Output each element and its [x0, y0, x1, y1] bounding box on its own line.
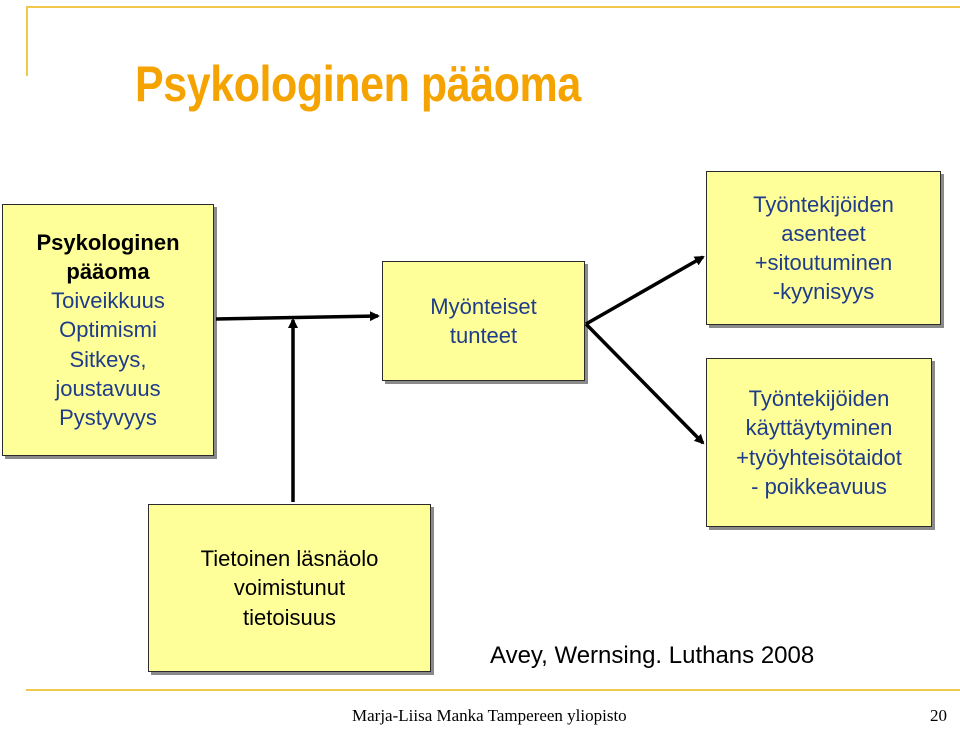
attitudes-line: Työntekijöiden: [753, 191, 894, 217]
behavior-line: käyttäytyminen: [745, 415, 893, 441]
emotions-line: tunteet: [449, 323, 518, 348]
behavior-line: Työntekijöiden: [748, 386, 890, 411]
behavior-line: +työyhteisötaidot: [736, 444, 902, 470]
behavior-line: - poikkeavuus: [751, 473, 887, 499]
capital-heading-line-2: pääoma: [66, 258, 150, 284]
arrow-emotions-to-attitudes: [586, 257, 703, 324]
mindfulness-line: Tietoinen läsnäolo: [200, 546, 379, 572]
mindfulness-line: tietoisuus: [243, 604, 336, 630]
attitudes-line: +sitoutuminen: [754, 250, 893, 275]
mindfulness-line: voimistunut: [233, 575, 346, 601]
attitudes-line: asenteet: [781, 220, 866, 246]
capital-heading-line-1: Psykologinen: [36, 229, 180, 255]
arrow-capital-to-emotions: [216, 316, 378, 319]
capital-item: Toiveikkuus: [51, 288, 165, 314]
footer-text: Marja-Liisa Manka Tampereen yliopisto: [352, 706, 627, 725]
capital-item: Pystyvyys: [59, 405, 157, 431]
attitudes-line: -kyynisyys: [772, 279, 875, 305]
arrow-emotions-to-behavior: [586, 324, 703, 443]
citation: Avey, Wernsing. Luthans 2008: [490, 642, 815, 669]
page-number: 20: [930, 706, 947, 725]
capital-item: joustavuus: [55, 375, 161, 401]
capital-item: Sitkeys,: [69, 346, 147, 372]
slide-title: Psykologinen pääoma: [135, 56, 581, 112]
capital-item: Optimismi: [59, 317, 157, 343]
footer-divider: [26, 689, 960, 691]
emotions-line: Myönteiset: [430, 293, 537, 319]
